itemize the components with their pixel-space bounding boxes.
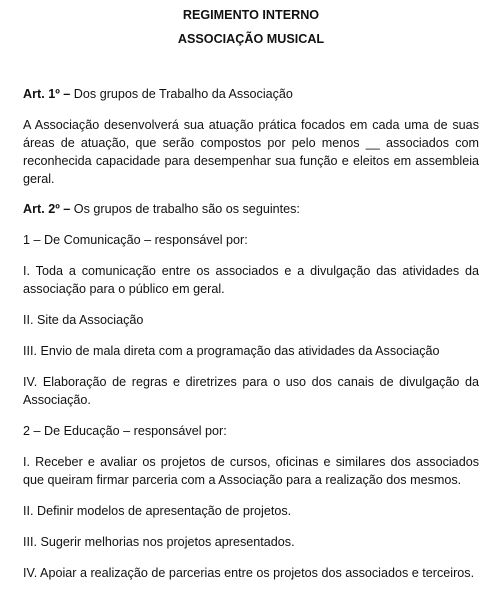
article-1-body: A Associação desenvolverá sua atuação prática focados em cada uma de suas áreas de atuação, que serão compostos por pelo menos __ associados com reconhecida capacidade para desempenhar sua função e eleitos em assembleia geral. <box>23 118 479 186</box>
group-2-item: III. Sugerir melhorias nos projetos apresentados. <box>23 535 295 549</box>
group-1-item: I. Toda a comunicação entre os associados e a divulgação das atividades da associação para o público em geral. <box>23 264 479 296</box>
group-1-item: II. Site da Associação <box>23 313 144 327</box>
group-2-item: IV. Apoiar a realização de parcerias entre os projetos dos associados e terceiros. <box>23 566 475 580</box>
article-1-heading-text: Dos grupos de Trabalho da Associação <box>70 87 293 101</box>
article-2-heading <box>23 200 479 218</box>
group-2-heading: 2 – De Educação – responsável por: <box>23 424 227 438</box>
article-1-heading <box>23 85 479 103</box>
group-2-item: I. Receber e avaliar os projetos de cursos, oficinas e similares dos associados que queiram firmar parceria com a Associação para a realização dos mesmos. <box>23 455 479 487</box>
group-2-item: II. Definir modelos de apresentação de projetos. <box>23 504 292 518</box>
document-title: REGIMENTO INTERNO <box>182 8 320 22</box>
article-2-label: Art. 2º – <box>23 202 71 216</box>
article-2-heading-text: Os grupos de trabalho são os seguintes: <box>70 202 300 216</box>
article-1-label: Art. 1º – <box>23 87 71 101</box>
group-1-item: IV. Elaboração de regras e diretrizes para o uso dos canais de divulgação da Associação. <box>23 375 479 407</box>
document-page <box>23 0 479 582</box>
group-1-heading: 1 – De Comunicação – responsável por: <box>23 233 248 247</box>
document-subtitle: ASSOCIAÇÃO MUSICAL <box>177 32 325 46</box>
group-1-item: III. Envio de mala direta com a programação das atividades da Associação <box>23 344 440 358</box>
